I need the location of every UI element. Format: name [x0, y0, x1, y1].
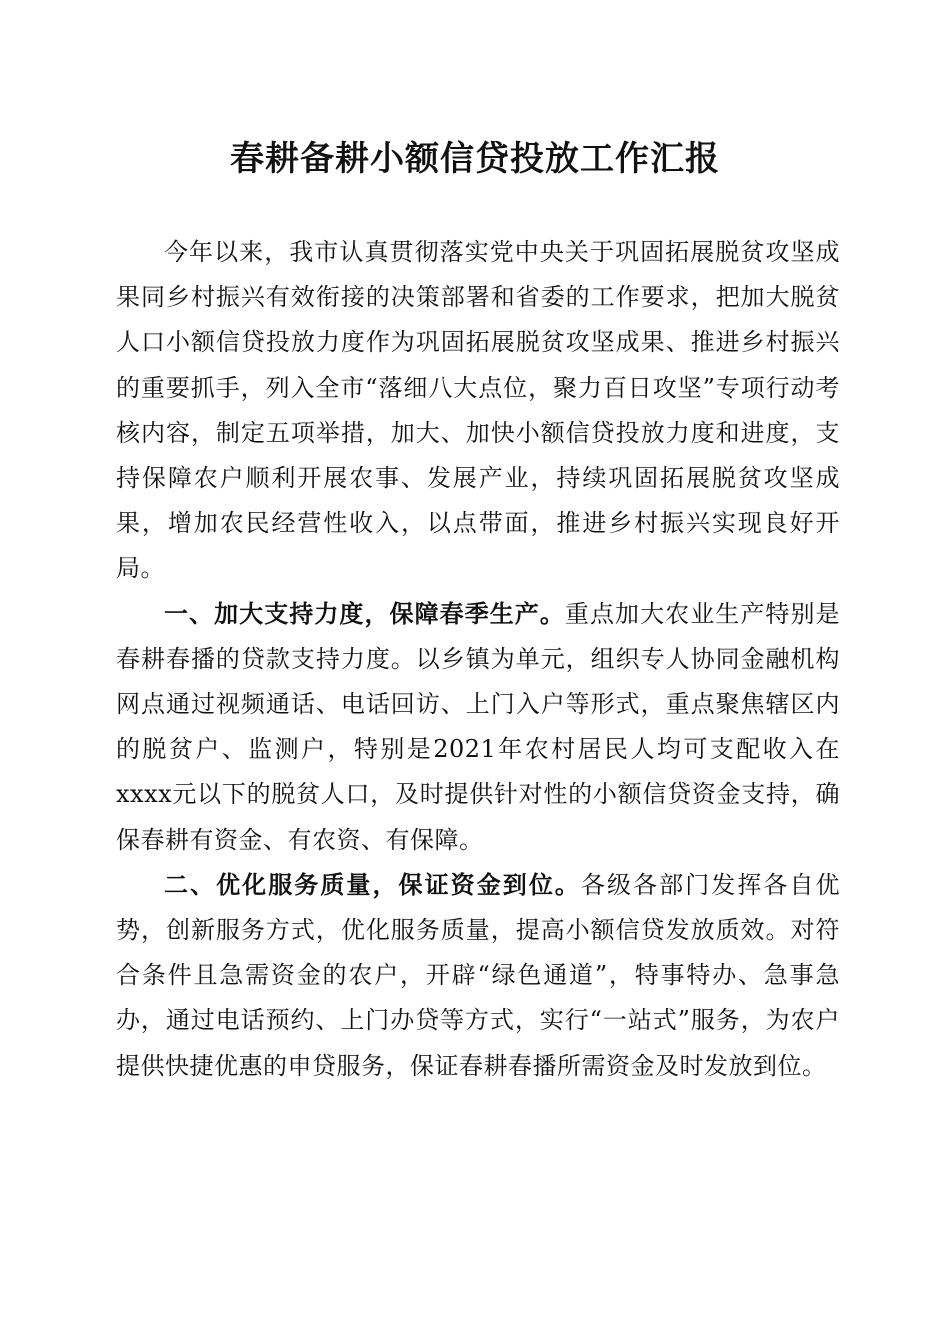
paragraph-text: 今年以来，我市认真贯彻落实党中央关于巩固拓展脱贫攻坚成果同乡村振兴有效衔接的决策部署和省委的工作要求，把加大脱贫人口小额信贷投放力度作为巩固拓展脱贫攻坚成果、推进乡村振兴的重要抓手，列入全市“落细八大点位，聚力百日攻坚”专项行动考核内容，制定五项举措，加大、加快小额信贷投放力度和进度，支持保障农户顺利开展农事、发展产业，持续巩固拓展脱贫攻坚成果，增加农民经营性收入，以点带面，推进乡村振兴实现良好开局。 [116, 238, 840, 583]
section-heading: 二、优化服务质量，保证资金到位。 [164, 870, 581, 899]
paragraph-intro [116, 230, 840, 592]
paragraph-section-2 [116, 863, 840, 1089]
paragraph-section-1 [116, 592, 840, 863]
document-title: 春耕备耕小额信贷投放工作汇报 [230, 139, 720, 179]
paragraph-text: 重点加大农业生产特别是春耕春播的贷款支持力度。以乡镇为单元，组织专人协同金融机构网点通过视频通话、电话回访、上门入户等形式，重点聚焦辖区内的脱贫户、监测户，特别是2021年农村居民人均可支配收入在xxxx元以下的脱贫人口，及时提供针对性的小额信贷资金支持，确保春耕有资金、有农资、有保障。 [116, 599, 840, 854]
paragraph-text: 各级各部门发挥各自优势，创新服务方式，优化服务质量，提高小额信贷发放质效。对符合条件且急需资金的农户，开辟“绿色通道”，特事特办、急事急办，通过电话预约、上门办贷等方式，实行“一站式”服务，为农户提供快捷优惠的申贷服务，保证春耕春播所需资金及时发放到位。 [116, 870, 841, 1080]
section-heading: 一、加大支持力度，保障春季生产。 [164, 599, 565, 628]
document-body [116, 230, 840, 1089]
